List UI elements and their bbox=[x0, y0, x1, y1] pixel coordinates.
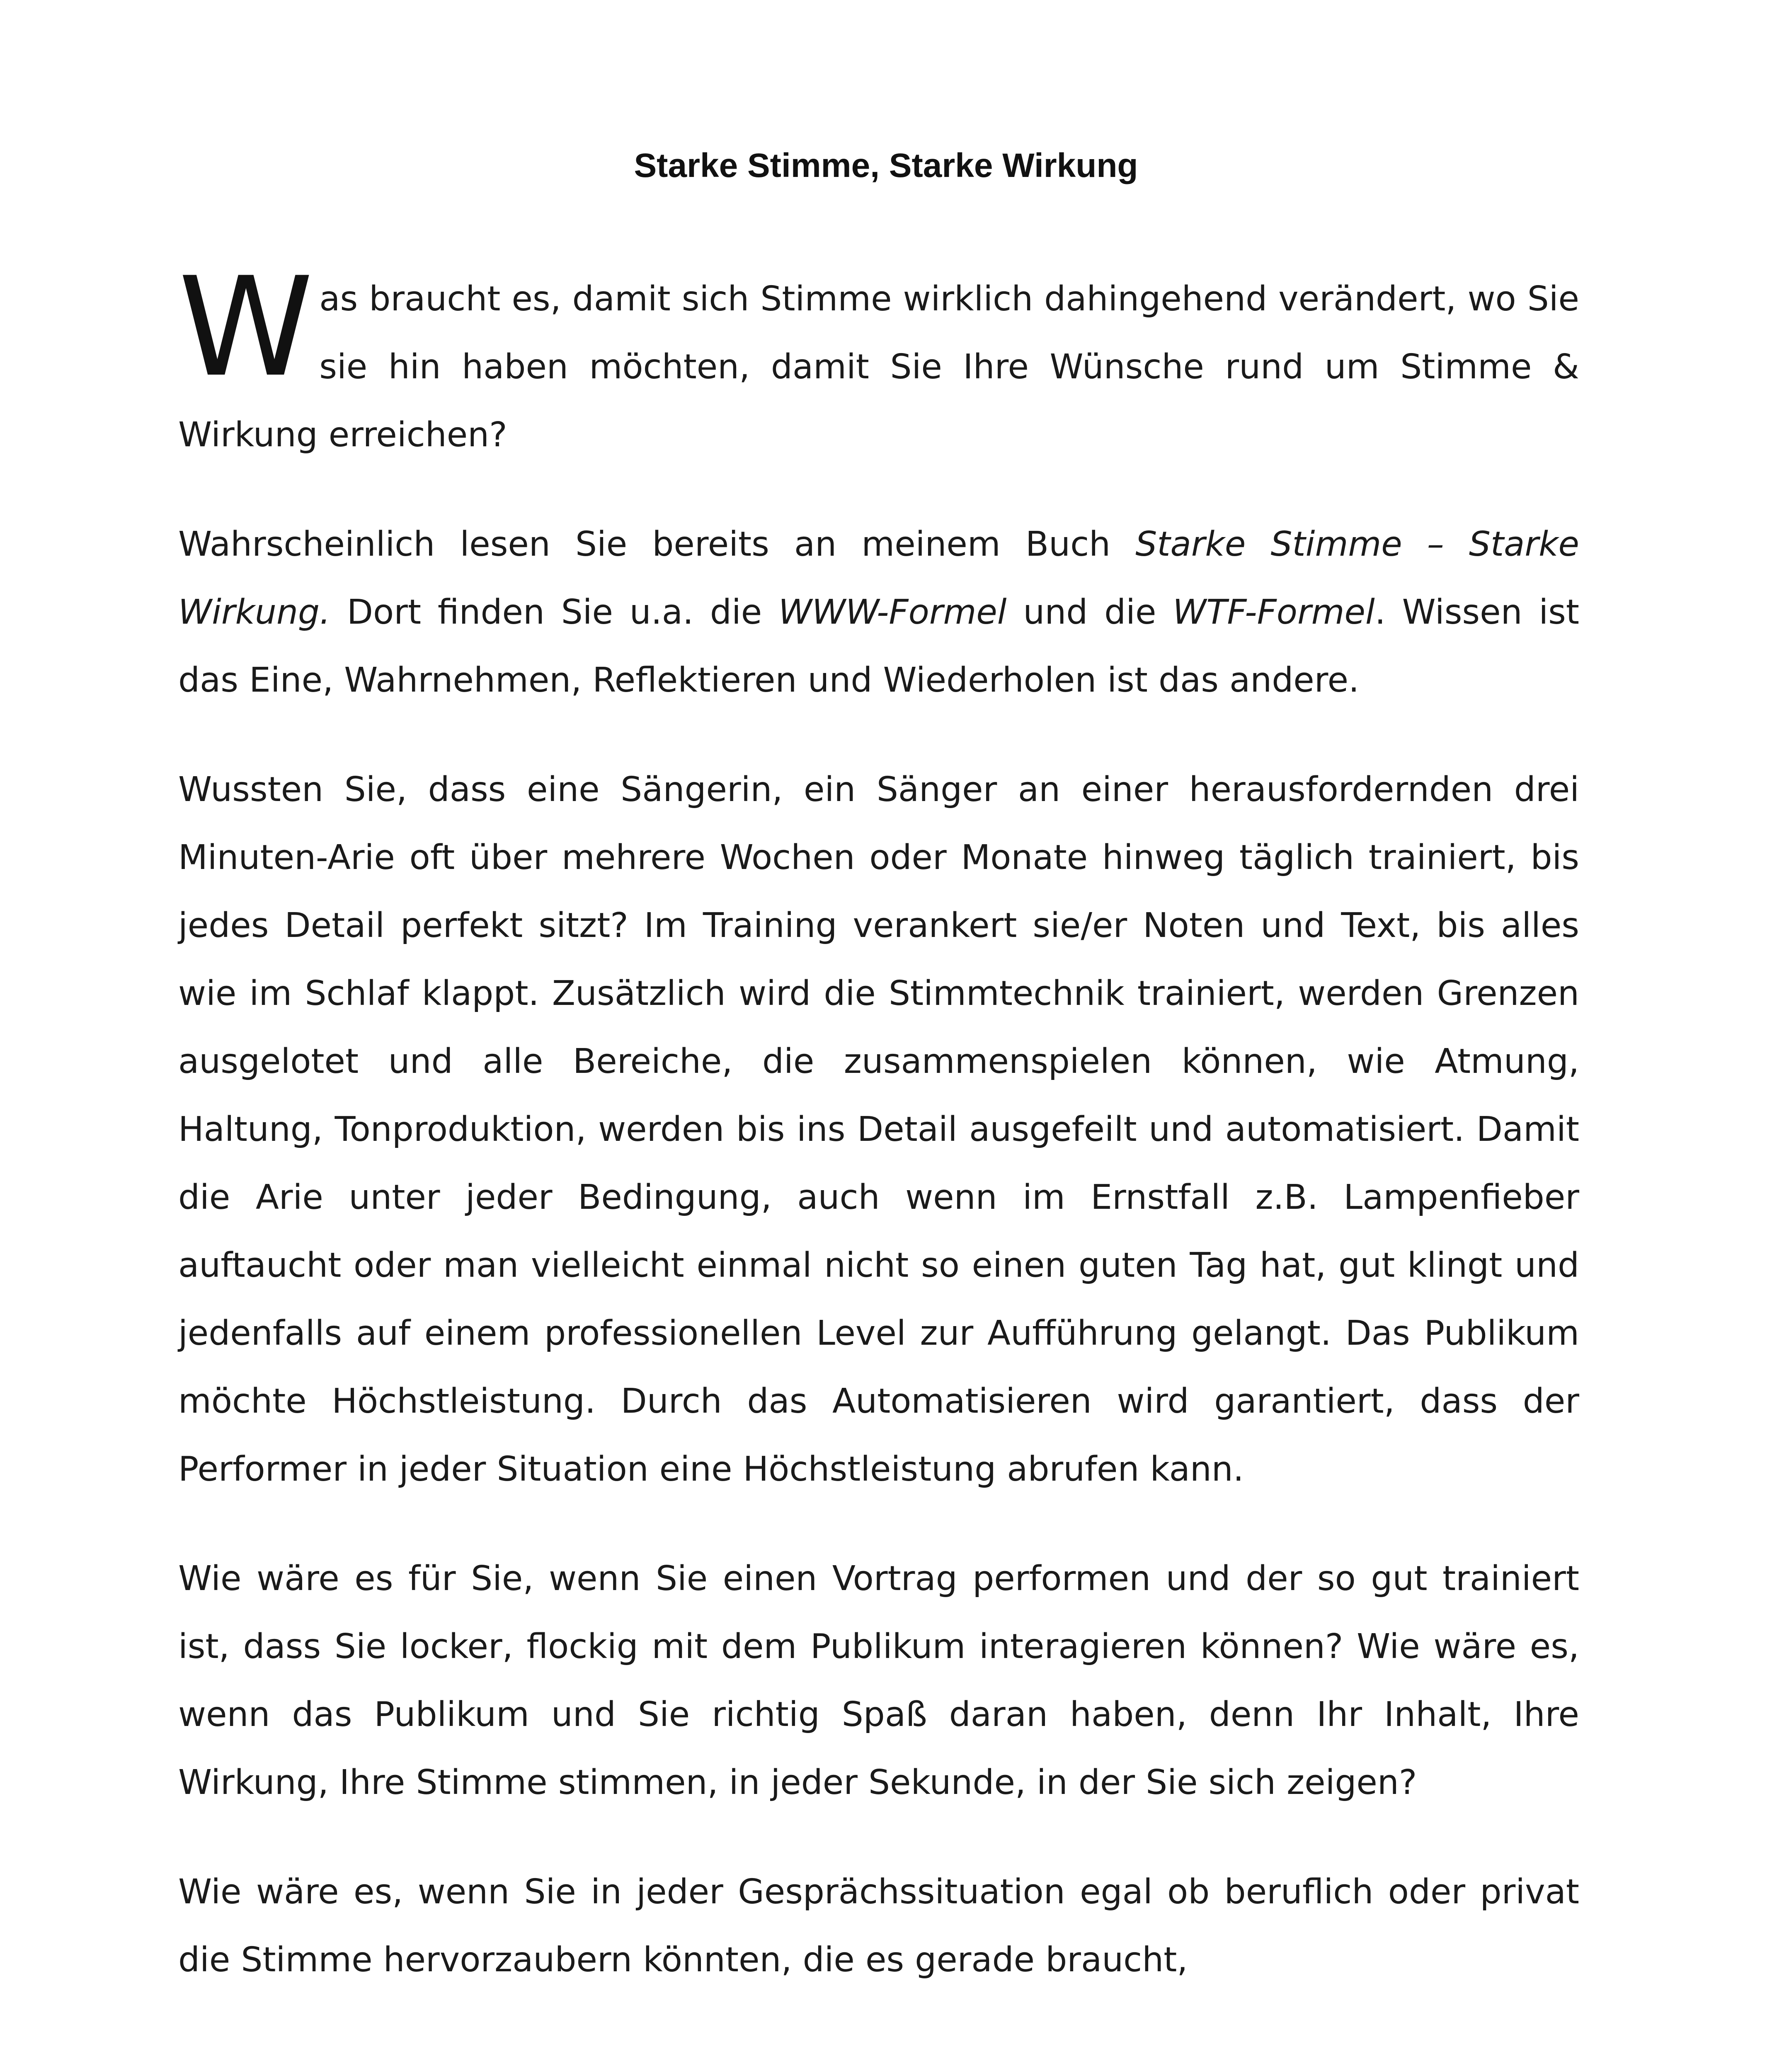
body-text bbox=[178, 248, 1580, 2036]
paragraph-2-text-4: . Wissen ist das Eine, Wahrnehmen, Reflektieren und Wiederholen ist das andere. bbox=[178, 593, 1579, 700]
paragraph-3: Wussten Sie, dass eine Sängerin, ein Sänger an einer herausfordernden drei Minuten-Arie oft über mehrere Wochen oder Monate hinweg täglich trainiert, bis jedes Detail perfekt sitzt? Im Training verankert sie/er Noten und Text, bis alles wie im Schlaf klappt. Zusätzlich wird die Stimmtechnik trainiert, werden Grenzen ausgelotet und alle Bereiche, die zusammenspielen können, wie Atmung, Haltung, Tonproduktion, werden bis ins Detail ausgefeilt und automatisiert. Damit die Arie unter jeder Bedingung, auch wenn im Ernstfall z.B. Lampenfieber auftaucht oder man vielleicht einmal nicht so einen guten Tag hat, gut klingt und jedenfalls auf einem professionellen Level zur Aufführung gelangt. Das Publikum möchte Höchstleistung. Durch das Automatisieren wird garantiert, dass der Performer in jeder Situation eine Höchstleistung abrufen kann. bbox=[178, 770, 1579, 1489]
www-formula: WWW-Formel bbox=[778, 593, 1007, 632]
paragraph-5: Wie wäre es, wenn Sie in jeder Gesprächssituation egal ob beruflich oder privat die Stimme hervorzaubern könnten, die es gerade braucht, bbox=[178, 1872, 1579, 1980]
wtf-formula: WTF-Formel bbox=[1173, 593, 1375, 632]
paragraph-2-text-3: und die bbox=[1006, 593, 1173, 632]
paragraph-4: Wie wäre es für Sie, wenn Sie einen Vortrag performen und der so gut trainiert ist, dass Sie locker, flockig mit dem Publikum interagieren können? Wie wäre es, wenn das Publikum und Sie richtig Spaß daran haben, denn Ihr Inhalt, Ihre Wirkung, Ihre Stimme stimmen, in jeder Sekunde, in der Sie sich zeigen? bbox=[178, 1559, 1579, 1802]
paragraph-1-text: as braucht es, damit sich Stimme wirklich dahingehend verändert, wo Sie sie hin haben möchten, damit Sie Ihre Wünsche rund um Stimme & Wirkung erreichen? bbox=[178, 279, 1579, 455]
book-title: Starke Stimme – Starke Wirkung. bbox=[178, 525, 1580, 632]
drop-cap: W bbox=[178, 248, 314, 407]
running-title: Starke Stimme, Starke Wirkung bbox=[634, 147, 1138, 184]
paragraph-1 bbox=[178, 248, 1579, 469]
paragraph-2-text-1: Wahrscheinlich lesen Sie bereits an meinem Buch bbox=[178, 525, 1136, 564]
paragraph-2 bbox=[178, 511, 1579, 714]
paragraph-2-text-2: Dort finden Sie u.a. die bbox=[330, 593, 778, 632]
